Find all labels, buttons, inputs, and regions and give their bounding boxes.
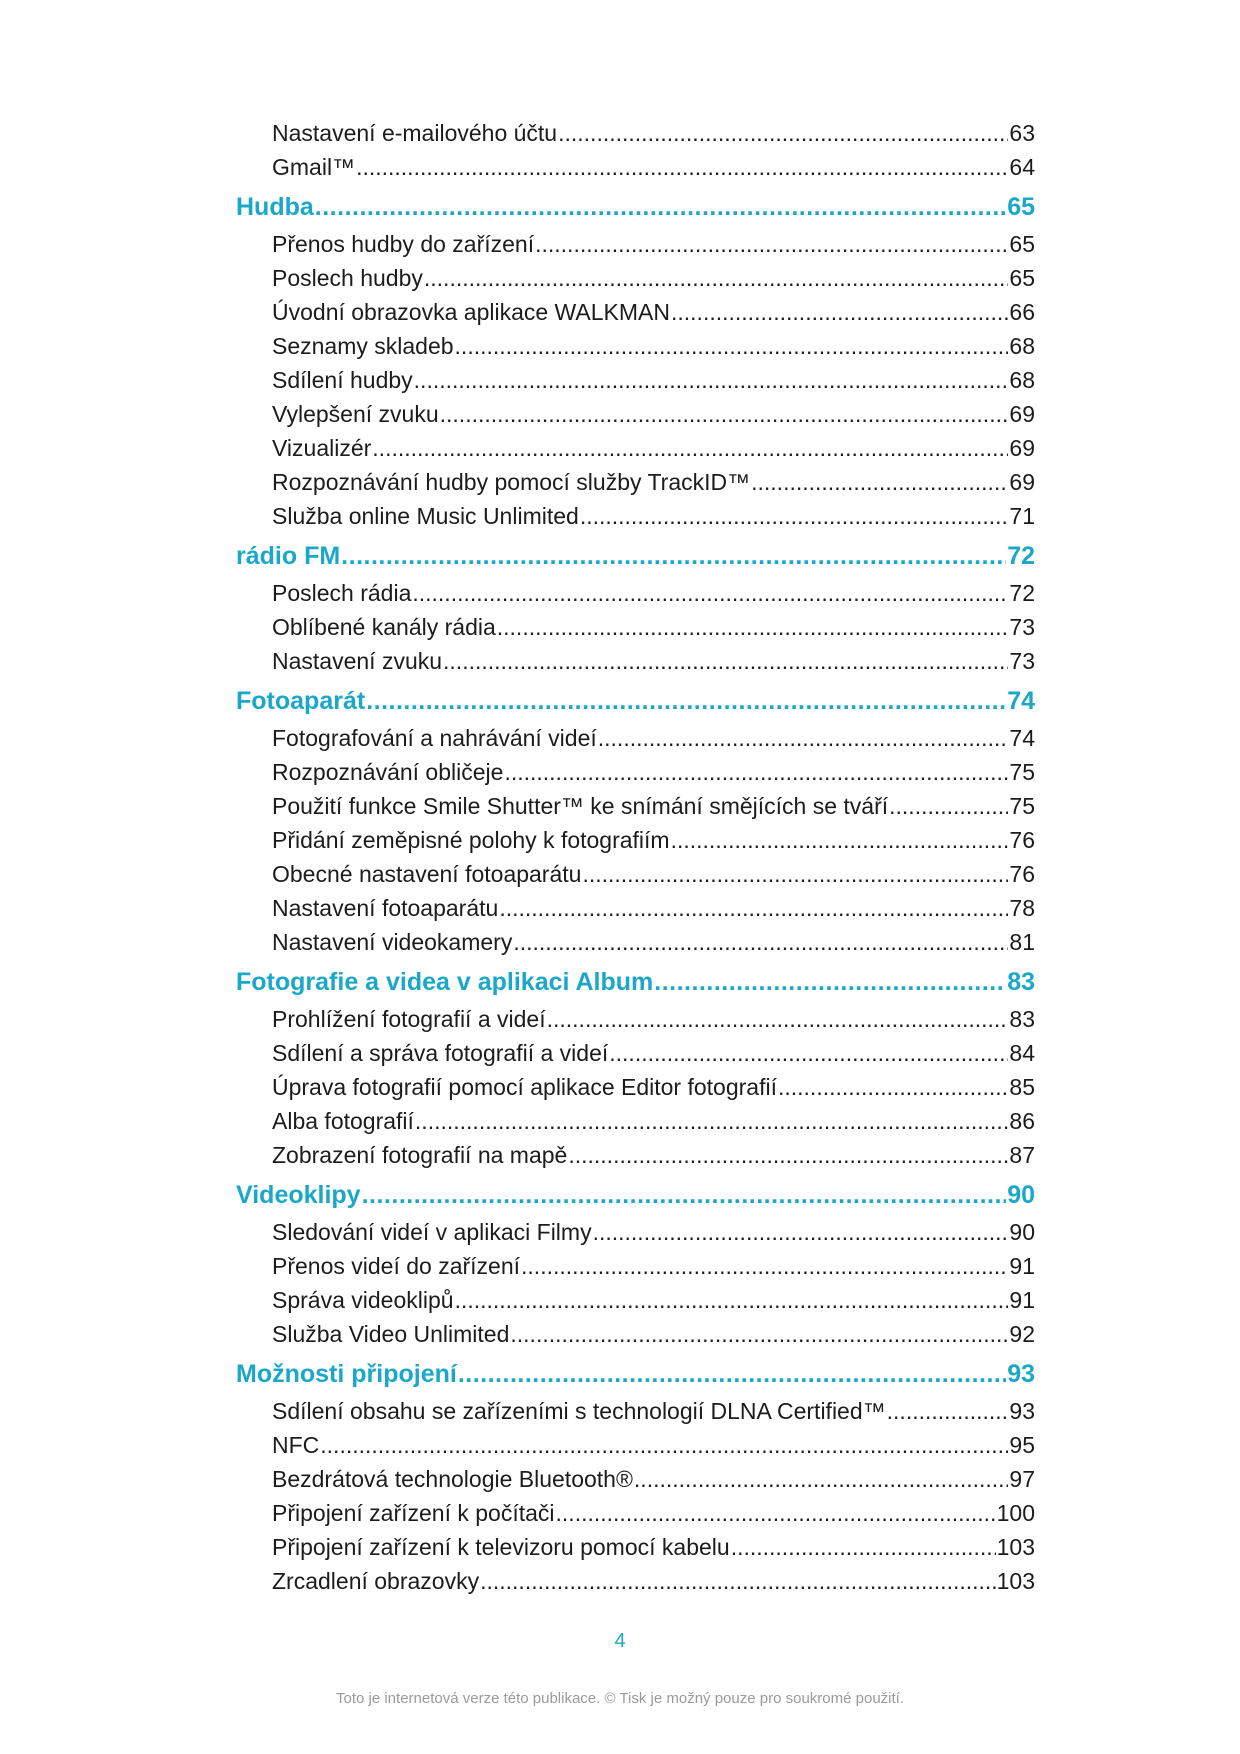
dot-leader — [593, 1215, 1009, 1249]
table-of-contents — [236, 116, 1035, 1598]
toc-entry-title: Služba online Music Unlimited — [272, 503, 579, 529]
toc-section-entry[interactable] — [236, 329, 1035, 363]
toc-entry-page-number: 74 — [1007, 687, 1035, 715]
dot-leader — [582, 857, 1008, 891]
toc-entry-title: Gmail™ — [272, 154, 356, 180]
toc-entry-title: Úprava fotografií pomocí aplikace Editor fotografií — [272, 1074, 777, 1100]
dot-leader — [568, 1138, 1008, 1172]
toc-entry-page-number: 83 — [1007, 968, 1035, 996]
toc-entry-page-number: 85 — [1009, 1074, 1035, 1100]
toc-entry-page-number: 73 — [1009, 614, 1035, 640]
dot-leader — [751, 465, 1008, 499]
toc-section-entry[interactable] — [236, 1428, 1035, 1462]
dot-leader — [731, 1530, 996, 1564]
toc-entry-title: Zobrazení fotografií na mapě — [272, 1142, 568, 1168]
toc-entry-page-number: 74 — [1009, 725, 1035, 751]
toc-entry-page-number: 91 — [1009, 1287, 1035, 1313]
toc-entry-title: Sdílení hudby — [272, 367, 413, 393]
toc-entry-title: Úvodní obrazovka aplikace WALKMAN — [272, 299, 670, 325]
toc-entry-page-number: 68 — [1009, 333, 1035, 359]
toc-entry-title: Správa videoklipů — [272, 1287, 454, 1313]
toc-entry-title: Nastavení fotoaparátu — [272, 895, 499, 921]
toc-entry-title: Seznamy skladeb — [272, 333, 454, 359]
toc-section-entry[interactable] — [236, 1462, 1035, 1496]
toc-entry-page-number: 93 — [1007, 1360, 1035, 1388]
toc-entry-page-number: 76 — [1009, 861, 1035, 887]
dot-leader — [414, 363, 1009, 397]
dot-leader — [778, 1070, 1008, 1104]
toc-entry-title: Připojení zařízení k televizoru pomocí kabelu — [272, 1534, 730, 1560]
toc-chapter-entry[interactable] — [236, 681, 1035, 721]
toc-entry-page-number: 87 — [1009, 1142, 1035, 1168]
toc-entry-title: Rozpoznávání hudby pomocí služby TrackID™ — [272, 469, 751, 495]
toc-entry-page-number: 86 — [1009, 1108, 1035, 1134]
dot-leader — [356, 150, 1008, 184]
toc-entry-title: Oblíbené kanály rádia — [272, 614, 496, 640]
dot-leader — [513, 925, 1008, 959]
toc-entry-title: Možnosti připojení — [236, 1360, 457, 1388]
toc-section-entry[interactable] — [236, 1036, 1035, 1070]
toc-chapter-entry[interactable] — [236, 1175, 1035, 1215]
dot-leader — [535, 227, 1008, 261]
dot-leader — [671, 295, 1008, 329]
dot-leader — [480, 1564, 996, 1598]
toc-section-entry[interactable] — [236, 823, 1035, 857]
toc-entry-page-number: 66 — [1009, 299, 1035, 325]
toc-entry-page-number: 103 — [996, 1534, 1035, 1560]
toc-chapter-entry[interactable] — [236, 536, 1035, 576]
dot-leader — [455, 1283, 1009, 1317]
toc-entry-page-number: 64 — [1009, 154, 1035, 180]
toc-chapter-entry[interactable] — [236, 962, 1035, 1002]
dot-leader — [654, 962, 1006, 1002]
toc-section-entry[interactable] — [236, 891, 1035, 925]
toc-entry-title: Nastavení zvuku — [272, 648, 443, 674]
dot-leader — [320, 1428, 1008, 1462]
toc-entry-page-number: 65 — [1007, 193, 1035, 221]
toc-entry-page-number: 91 — [1009, 1253, 1035, 1279]
dot-leader — [341, 536, 1006, 576]
dot-leader — [412, 576, 1008, 610]
toc-entry-page-number: 69 — [1009, 401, 1035, 427]
dot-leader — [497, 610, 1009, 644]
toc-entry-page-number: 76 — [1009, 827, 1035, 853]
toc-section-entry[interactable] — [236, 261, 1035, 295]
toc-entry-title: Bezdrátová technologie Bluetooth® — [272, 1466, 633, 1492]
dot-leader — [558, 116, 1008, 150]
toc-section-entry[interactable] — [236, 150, 1035, 184]
dot-leader — [440, 397, 1009, 431]
toc-entry-page-number: 93 — [1009, 1398, 1035, 1424]
toc-entry-title: Prohlížení fotografií a videí — [272, 1006, 546, 1032]
dot-leader — [609, 1036, 1008, 1070]
toc-entry-page-number: 63 — [1009, 120, 1035, 146]
dot-leader — [889, 789, 1008, 823]
toc-entry-title: Připojení zařízení k počítači — [272, 1500, 555, 1526]
toc-entry-title: Fotografování a nahrávání videí — [272, 725, 597, 751]
toc-entry-title: Použití funkce Smile Shutter™ ke snímání smějících se tváří — [272, 793, 889, 819]
dot-leader — [521, 1249, 1008, 1283]
dot-leader — [366, 681, 1006, 721]
toc-entry-page-number: 90 — [1007, 1181, 1035, 1209]
toc-section-entry[interactable] — [236, 295, 1035, 329]
toc-section-entry[interactable] — [236, 610, 1035, 644]
dot-leader — [598, 721, 1009, 755]
toc-entry-title: Alba fotografií — [272, 1108, 414, 1134]
toc-entry-page-number: 97 — [1009, 1466, 1035, 1492]
dot-leader — [458, 1354, 1006, 1394]
dot-leader — [634, 1462, 1008, 1496]
toc-section-entry[interactable] — [236, 1530, 1035, 1564]
dot-leader — [499, 891, 1008, 925]
toc-section-entry[interactable] — [236, 431, 1035, 465]
toc-section-entry[interactable] — [236, 1104, 1035, 1138]
toc-entry-title: Přenos hudby do zařízení — [272, 231, 535, 257]
toc-section-entry[interactable] — [236, 1496, 1035, 1530]
toc-section-entry[interactable] — [236, 1138, 1035, 1172]
toc-section-entry[interactable] — [236, 1070, 1035, 1104]
toc-section-entry[interactable] — [236, 1564, 1035, 1598]
toc-entry-title: Fotografie a videa v aplikaci Album — [236, 968, 654, 996]
toc-entry-title: Sdílení a správa fotografií a videí — [272, 1040, 609, 1066]
toc-entry-title: Přenos videí do zařízení — [272, 1253, 521, 1279]
toc-entry-title: Vylepšení zvuku — [272, 401, 439, 427]
toc-entry-page-number: 72 — [1009, 580, 1035, 606]
toc-entry-page-number: 75 — [1009, 793, 1035, 819]
toc-entry-page-number: 75 — [1009, 759, 1035, 785]
dot-leader — [887, 1394, 1009, 1428]
dot-leader — [547, 1002, 1009, 1036]
dot-leader — [556, 1496, 996, 1530]
toc-section-entry[interactable] — [236, 363, 1035, 397]
footer-note: Toto je internetová verze této publikace. © Tisk je možný pouze pro soukromé použití. — [335, 1690, 904, 1707]
toc-section-entry[interactable] — [236, 116, 1035, 150]
toc-section-entry[interactable] — [236, 397, 1035, 431]
toc-entry-title: rádio FM — [236, 542, 341, 570]
toc-entry-title: Poslech rádia — [272, 580, 412, 606]
toc-entry-page-number: 95 — [1009, 1432, 1035, 1458]
dot-leader — [443, 644, 1008, 678]
toc-entry-title: Fotoaparát — [236, 687, 366, 715]
toc-chapter-entry[interactable] — [236, 187, 1035, 227]
dot-leader — [362, 1175, 1007, 1215]
toc-section-entry[interactable] — [236, 755, 1035, 789]
toc-section-entry[interactable] — [236, 1283, 1035, 1317]
toc-entry-page-number: 73 — [1009, 648, 1035, 674]
toc-section-entry[interactable] — [236, 789, 1035, 823]
toc-entry-page-number: 90 — [1009, 1219, 1035, 1245]
toc-entry-title: Nastavení videokamery — [272, 929, 513, 955]
toc-section-entry[interactable] — [236, 1002, 1035, 1036]
toc-section-entry[interactable] — [236, 1249, 1035, 1283]
toc-entry-title: Sledování videí v aplikaci Filmy — [272, 1219, 592, 1245]
toc-entry-page-number: 92 — [1009, 1321, 1035, 1347]
dot-leader — [580, 499, 1009, 533]
dot-leader — [455, 329, 1009, 363]
toc-entry-title: Vizualizér — [272, 435, 372, 461]
toc-section-entry[interactable] — [236, 1394, 1035, 1428]
dot-leader — [504, 755, 1008, 789]
toc-entry-page-number: 72 — [1007, 542, 1035, 570]
toc-section-entry[interactable] — [236, 721, 1035, 755]
toc-entry-title: Rozpoznávání obličeje — [272, 759, 504, 785]
toc-entry-page-number: 68 — [1009, 367, 1035, 393]
toc-entry-page-number: 69 — [1009, 469, 1035, 495]
toc-section-entry[interactable] — [236, 925, 1035, 959]
toc-entry-title: NFC — [272, 1432, 320, 1458]
toc-entry-page-number: 103 — [996, 1568, 1035, 1594]
toc-entry-title: Přidání zeměpisné polohy k fotografiím — [272, 827, 670, 853]
toc-entry-title: Obecné nastavení fotoaparátu — [272, 861, 582, 887]
dot-leader — [424, 261, 1009, 295]
toc-entry-title: Sdílení obsahu se zařízeními s technologií DLNA Certified™ — [272, 1398, 886, 1424]
toc-entry-page-number: 78 — [1009, 895, 1035, 921]
toc-section-entry[interactable] — [236, 644, 1035, 678]
toc-section-entry[interactable] — [236, 465, 1035, 499]
toc-entry-page-number: 71 — [1009, 503, 1035, 529]
dot-leader — [415, 1104, 1008, 1138]
toc-section-entry[interactable] — [236, 499, 1035, 533]
dot-leader — [671, 823, 1009, 857]
toc-chapter-entry[interactable] — [236, 1354, 1035, 1394]
dot-leader — [510, 1317, 1008, 1351]
dot-leader — [315, 187, 1006, 227]
toc-entry-title: Nastavení e-mailového účtu — [272, 120, 558, 146]
toc-entry-page-number: 83 — [1009, 1006, 1035, 1032]
toc-entry-page-number: 81 — [1009, 929, 1035, 955]
page-number: 4 — [614, 1630, 626, 1652]
toc-entry-title: Hudba — [236, 193, 314, 221]
toc-entry-title: Poslech hudby — [272, 265, 423, 291]
toc-section-entry[interactable] — [236, 857, 1035, 891]
toc-entry-page-number: 69 — [1009, 435, 1035, 461]
toc-entry-page-number: 65 — [1009, 231, 1035, 257]
toc-entry-title: Zrcadlení obrazovky — [272, 1568, 480, 1594]
toc-section-entry[interactable] — [236, 227, 1035, 261]
toc-section-entry[interactable] — [236, 1215, 1035, 1249]
toc-section-entry[interactable] — [236, 1317, 1035, 1351]
toc-entry-page-number: 100 — [996, 1500, 1035, 1526]
toc-entry-page-number: 84 — [1009, 1040, 1035, 1066]
toc-entry-title: Videoklipy — [236, 1181, 361, 1209]
dot-leader — [372, 431, 1008, 465]
toc-section-entry[interactable] — [236, 576, 1035, 610]
toc-entry-title: Služba Video Unlimited — [272, 1321, 510, 1347]
toc-entry-page-number: 65 — [1009, 265, 1035, 291]
